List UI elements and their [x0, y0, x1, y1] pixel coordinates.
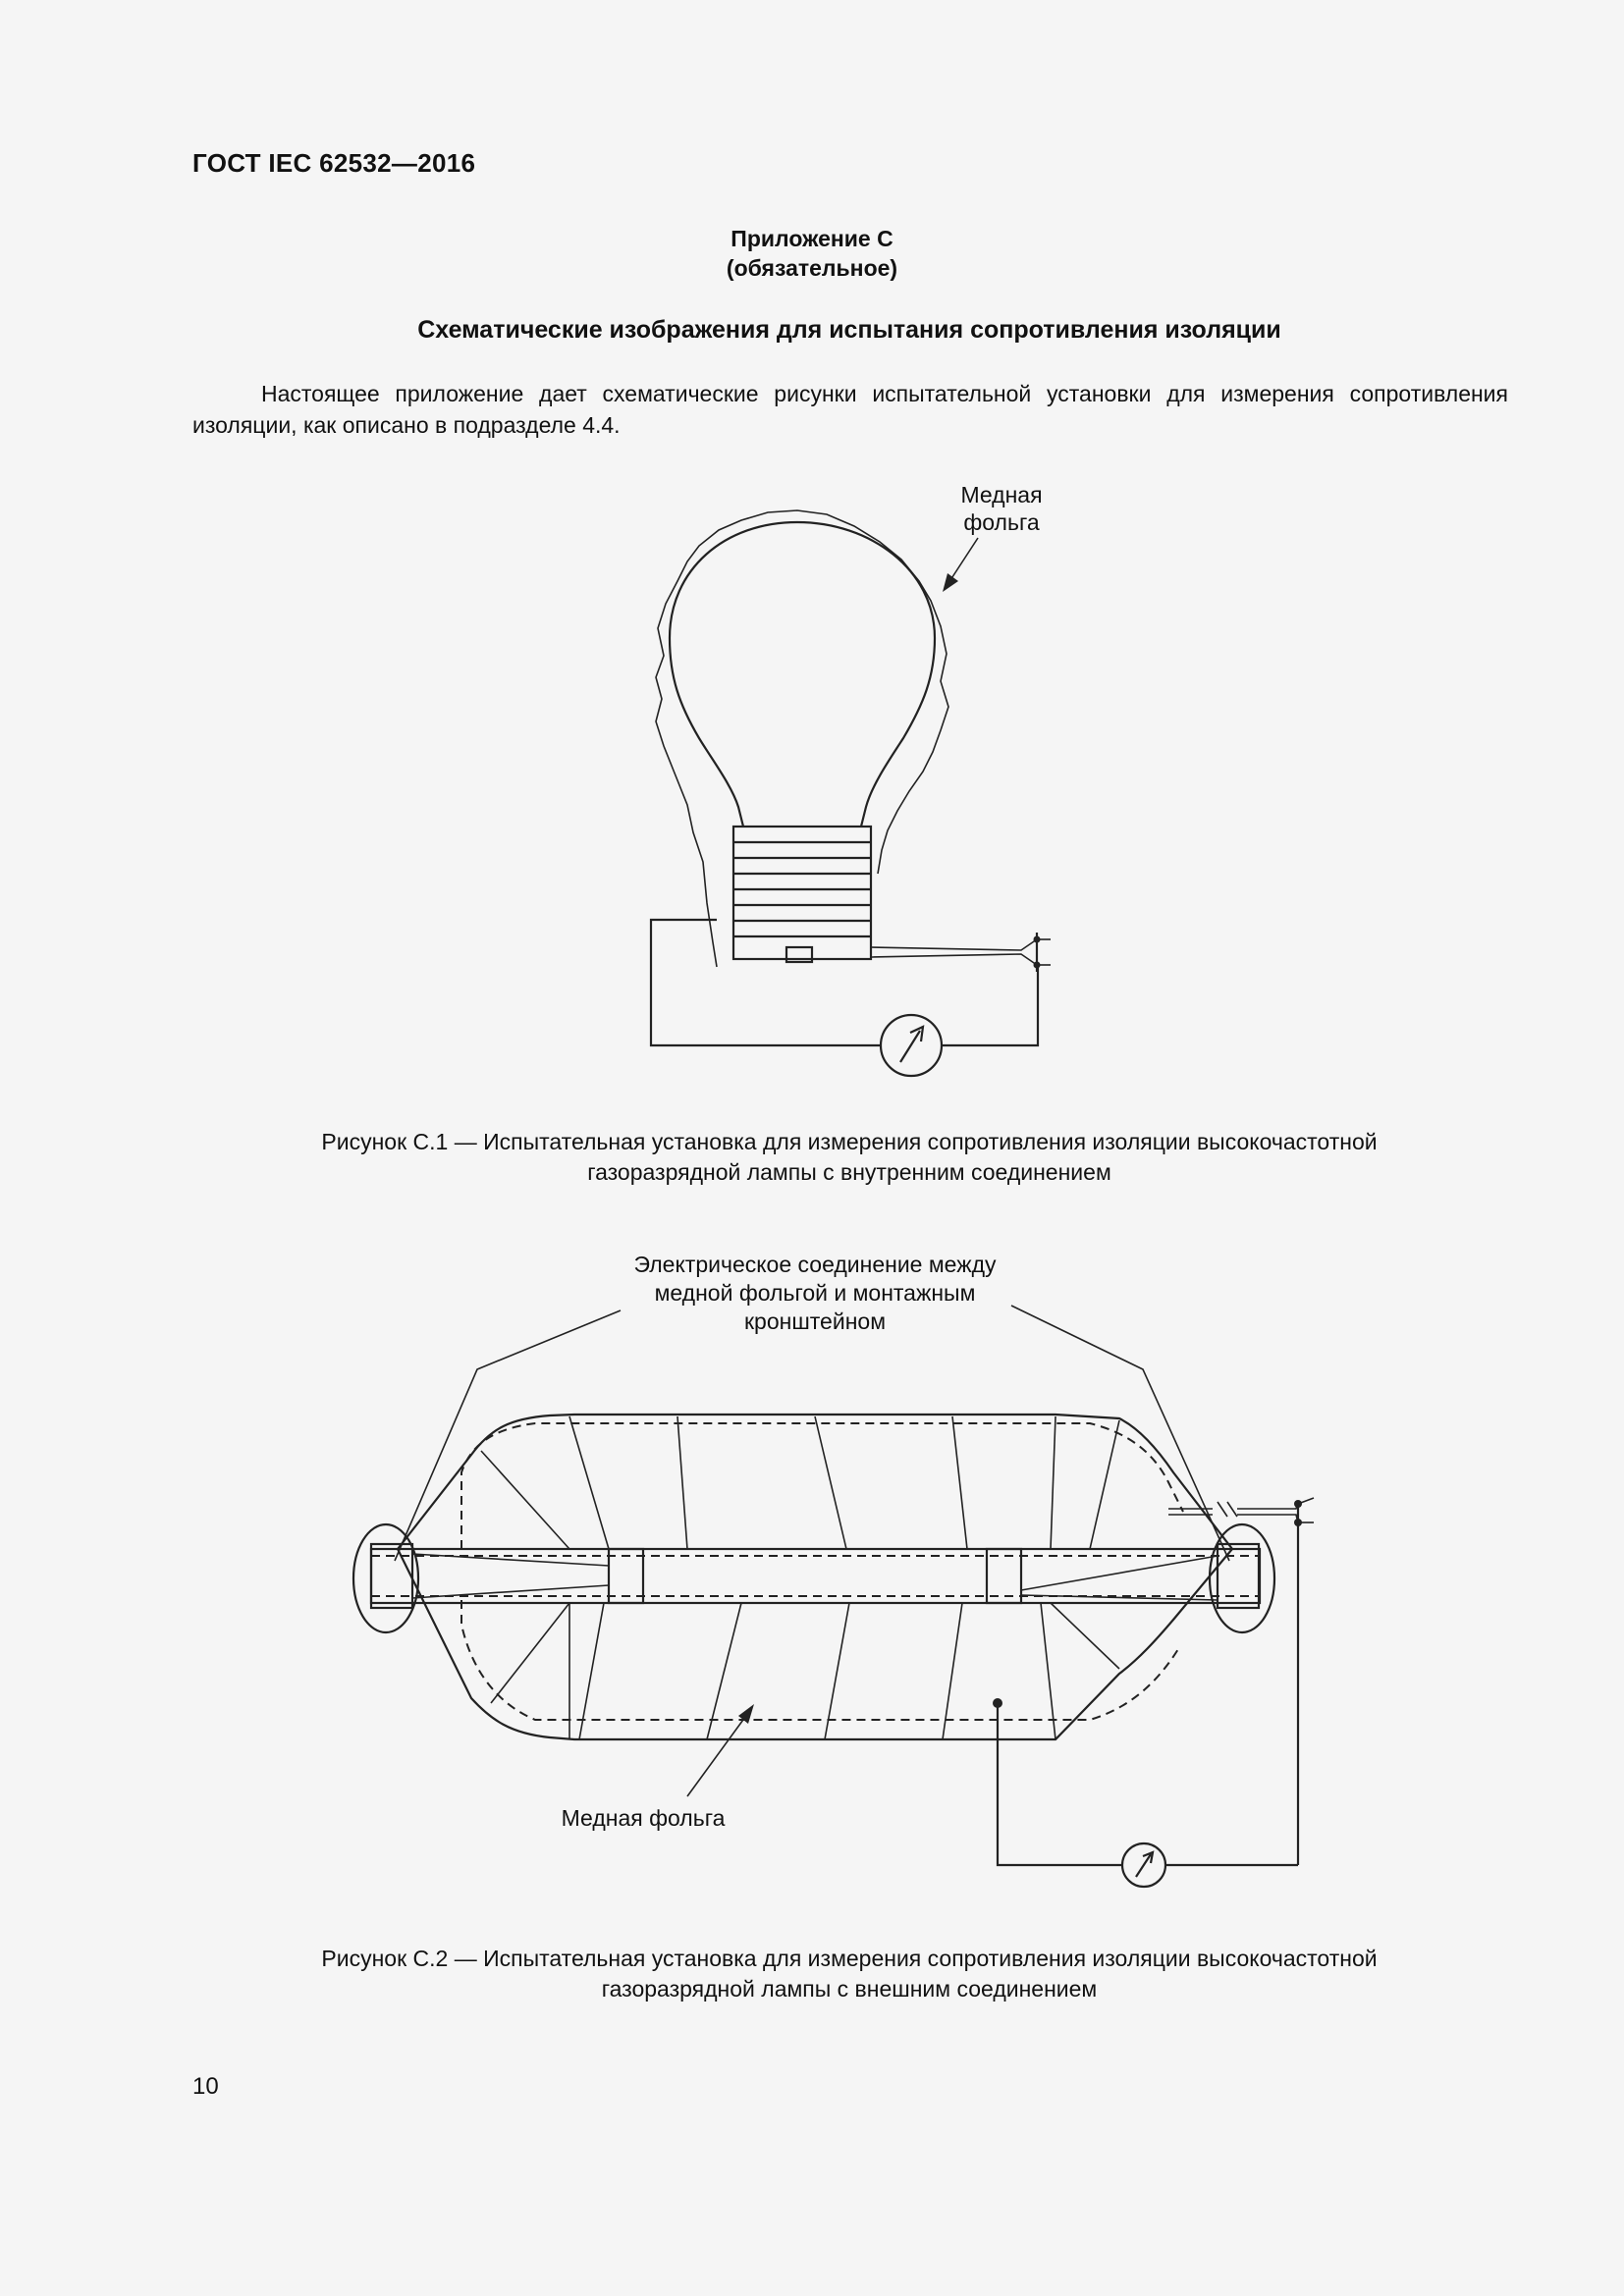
appendix-status: (обязательное)	[726, 255, 898, 281]
figure2-caption-line1: Рисунок С.2 — Испытательная установка для измерения сопротивления изоляции высокочастотной	[321, 1946, 1378, 1971]
connection-label-line2: медной фольгой и монтажным	[654, 1280, 976, 1306]
intro-text: Настоящее приложение дает схематические рисунки испытательной установки для измерения сопротивления изоляции, как описано в подразделе 4.4.	[192, 381, 1508, 438]
left-connection-ellipse	[353, 1524, 418, 1632]
lamp-base-threads	[733, 842, 871, 936]
connection-label-line1: Электрическое соединение между	[633, 1252, 997, 1277]
fig2-measuring-circuit	[998, 1703, 1298, 1865]
fig2-foil-label: Медная фольга	[561, 1805, 726, 1831]
foil-wrap-lines	[481, 1416, 1119, 1739]
foil-pointer-arrow	[943, 573, 958, 592]
figure1-drawing	[651, 510, 1051, 1076]
lead-wires	[871, 939, 1037, 965]
foil-label-line1: Медная	[960, 482, 1043, 507]
lamp-tube	[371, 1549, 1260, 1603]
page-number: 10	[192, 2073, 219, 2100]
connection-leader-right	[1011, 1306, 1229, 1561]
connection-label-line3: кронштейном	[743, 1308, 887, 1334]
outer-foil-outline	[398, 1415, 1232, 1739]
lamp-base	[733, 827, 871, 959]
figure1-caption-line2: газоразрядной лампы с внутренним соединением	[587, 1159, 1111, 1185]
lamp-bulb	[670, 522, 935, 827]
fig2-lead-wires	[1168, 1502, 1298, 1522]
figure2-drawing	[353, 1306, 1314, 1887]
measuring-circuit	[651, 920, 1038, 1045]
figure1-caption-line1: Рисунок С.1 — Испытательная установка для измерения сопротивления изоляции высокочастотной	[321, 1129, 1378, 1154]
foil-label-line2: фольга	[963, 509, 1040, 535]
section-title: Схематические изображения для испытания сопротивления изоляции	[417, 316, 1281, 344]
document-code: ГОСТ IEC 62532—2016	[192, 148, 476, 178]
end-connection-fans	[412, 1554, 1218, 1600]
figure2-caption-line2: газоразрядной лампы с внешним соединением	[601, 1976, 1098, 2002]
connection-leader-left	[395, 1310, 621, 1561]
appendix-title: Приложение С	[731, 226, 893, 251]
